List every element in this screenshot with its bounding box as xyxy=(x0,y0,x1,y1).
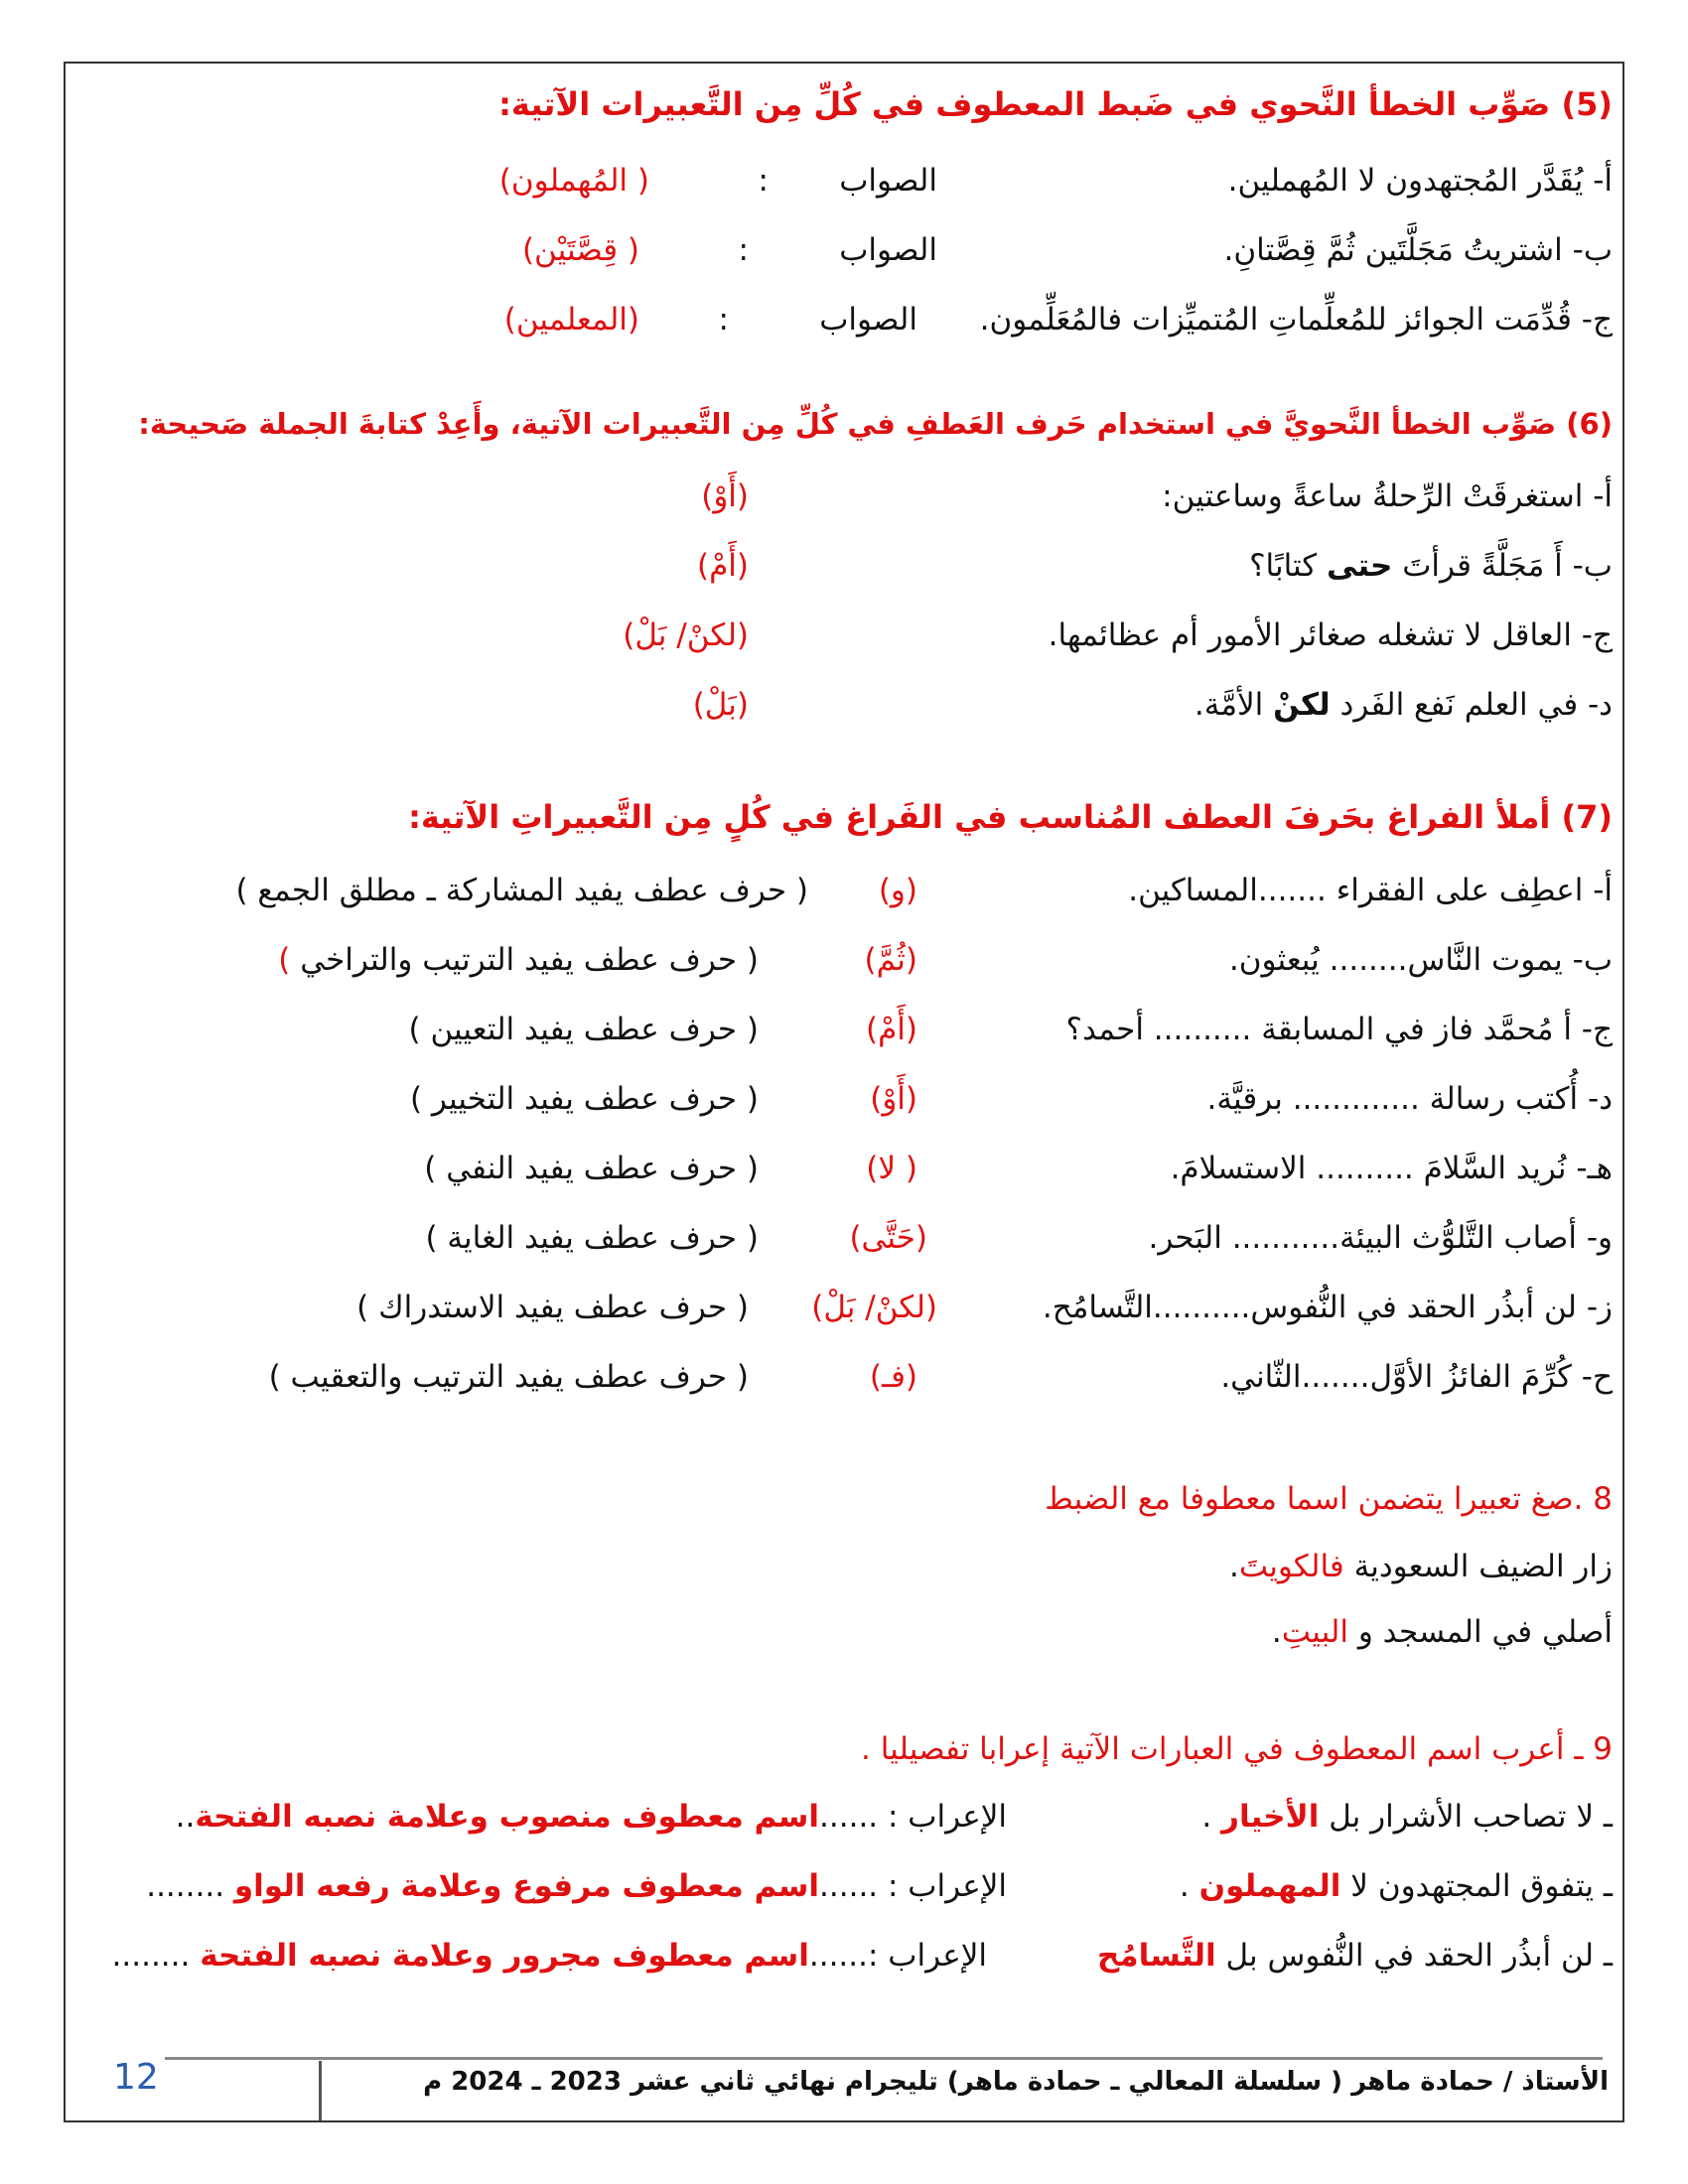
section7-note-d: ( حرف عطف يفيد التخيير ) xyxy=(409,1081,759,1117)
section7-answer-d: (أَوْ) xyxy=(870,1081,917,1117)
section5-colon-c: : xyxy=(718,302,729,338)
section6-sentence-d: د- في العلم نَفع الفَرد لكنْ الأمَّة. xyxy=(1194,687,1613,723)
section6-answer-b: (أَمْ) xyxy=(697,548,749,584)
section7-note-g: ( حرف عطف يفيد الاستدراك ) xyxy=(356,1290,749,1325)
section7-sentence-h: ح- كُرِّمَ الفائزُ الأوَّل.......الثّاني. xyxy=(1220,1359,1613,1395)
section9-line-1: ـ لا تصاحب الأشرار بل الأخيار . xyxy=(1201,1799,1613,1835)
section9-irab-1: الإعراب : ......اسم معطوف منصوب وعلامة نصبه الفتحة.. xyxy=(175,1799,1007,1835)
section7-answer-g: (لكنْ/ بَلْ) xyxy=(811,1290,937,1325)
section6-sentence-b: ب- أَ مَجَلَّةً قرأتَ حتى كتابًا؟ xyxy=(1249,548,1613,584)
section5-sentence-c: ج- قُدِّمَت الجوائز للمُعلِّماتِ المُتميِّزات فالمُعَلِّمون. xyxy=(979,302,1613,338)
footer-separator xyxy=(319,2061,322,2120)
section8-heading: 8 .صغ تعبيرا يتضمن اسما معطوفا مع الضبط xyxy=(1045,1481,1613,1517)
section7-answer-b: (ثُمَّ) xyxy=(864,942,917,978)
section7-sentence-g: ز- لن أبذُر الحقد في النُّفوس..........التَّسامُح. xyxy=(1042,1290,1613,1325)
section7-heading: (7) أملأ الفراغ بحَرفَ العطف المُناسب في الفَراغ في كُلٍ مِن التَّعبيراتِ الآتية: xyxy=(408,798,1613,836)
section5-colon-a: : xyxy=(758,163,769,199)
section9-heading: 9 ـ أعرب اسم المعطوف في العبارات الآتية إعرابا تفصيليا . xyxy=(861,1731,1613,1767)
section7-note-h: ( حرف عطف يفيد الترتيب والتعقيب ) xyxy=(268,1359,749,1395)
section7-sentence-c: ج- أ مُحمَّد فاز في المسابقة .......... أحمد؟ xyxy=(1065,1012,1613,1047)
section7-sentence-b: ب- يموت النَّاس........ يُبعثون. xyxy=(1228,942,1613,978)
page-frame xyxy=(64,62,1624,2122)
section6-answer-c: (لكنْ/ بَلْ) xyxy=(623,617,749,653)
section6-answer-d: (بَلْ) xyxy=(692,687,749,723)
section5-answer-a: ( المُهملون) xyxy=(498,163,649,199)
section7-sentence-a: أ- اعطِف على الفقراء .......المساكين. xyxy=(1128,873,1613,908)
footer-text: الأستاذ / حمادة ماهر ( سلسلة المعالي ـ حمادة ماهر) تليجرام نهائي ثاني عشر 2023 ـ 2024 م xyxy=(423,2067,1609,2097)
section5-label-b: الصواب xyxy=(839,232,937,268)
section5-sentence-a: أ- يُقَدَّر المُجتهدون لا المُهملين. xyxy=(1227,163,1613,199)
section7-answer-e: ( لا) xyxy=(866,1151,917,1186)
section8-line-2: أصلي في المسجد و البيتِ. xyxy=(1271,1614,1613,1650)
section7-note-b: ( حرف عطف يفيد الترتيب والتراخي ) xyxy=(278,942,759,978)
section5-label-c: الصواب xyxy=(819,302,917,338)
section5-label-a: الصواب xyxy=(839,163,937,199)
section6-sentence-a: أ- استغرقَتْ الرِّحلةُ ساعةً وساعتين: xyxy=(1162,478,1613,514)
section7-sentence-d: د- أُكتب رسالة ............. برقيَّة. xyxy=(1206,1081,1613,1117)
section7-note-c: ( حرف عطف يفيد التعيين ) xyxy=(408,1012,759,1047)
section5-answer-c: (المعلمين) xyxy=(503,302,639,338)
section7-answer-h: (فـ) xyxy=(869,1359,917,1395)
footer-divider xyxy=(165,2057,1603,2060)
section7-answer-a: (و) xyxy=(878,873,917,908)
section7-note-a: ( حرف عطف يفيد المشاركة ـ مطلق الجمع ) xyxy=(235,873,808,908)
section8-line-1: زار الضيف السعودية فالكويتَ. xyxy=(1228,1549,1613,1584)
section5-colon-b: : xyxy=(738,232,749,268)
section6-answer-a: (أَوْ) xyxy=(701,478,749,514)
section9-line-2: ـ يتفوق المجتهدون لا المهملون . xyxy=(1179,1868,1613,1904)
section5-sentence-b: ب- اشتريتُ مَجَلَّتَين ثُمَّ قِصَّتانِ. xyxy=(1223,232,1613,268)
section7-note-e: ( حرف عطف يفيد النفي ) xyxy=(424,1151,759,1186)
section6-sentence-c: ج- العاقل لا تشغله صغائر الأمور أم عظائمها. xyxy=(1048,617,1613,653)
section7-note-f: ( حرف عطف يفيد الغاية ) xyxy=(425,1220,759,1256)
section9-irab-2: الإعراب : ......اسم معطوف مرفوع وعلامة رفعه الواو ........ xyxy=(146,1868,1007,1904)
section7-answer-f: (حَتَّى) xyxy=(849,1220,927,1256)
section6-heading: (6) صَوِّب الخطأ النَّحويَّ في استخدام حَرف العَطفِ في كُلِّ مِن التَّعبيرات الآتية، وأَعِدْ كتابةَ الجملة صَحيحة: xyxy=(138,407,1613,441)
section9-irab-3: الإعراب :......اسم معطوف مجرور وعلامة نصبه الفتحة ........ xyxy=(111,1938,987,1974)
section9-line-3: ـ لن أبذُر الحقد في النُّفوس بل التَّسامُح xyxy=(1097,1938,1613,1974)
section5-answer-b: ( قِصَّتَيْن) xyxy=(521,232,639,268)
page-number: 12 xyxy=(113,2057,159,2098)
section7-sentence-f: و- أصاب التَّلوُّث البيئة........... البَحر. xyxy=(1148,1220,1613,1256)
section5-heading: (5) صَوِّب الخطأ النَّحوي في ضَبط المعطوف في كُلِّ مِن التَّعبيرات الآتية: xyxy=(498,85,1613,123)
section7-answer-c: (أَمْ) xyxy=(866,1012,917,1047)
section7-sentence-e: هـ- نُريد السَّلامَ .......... الاستسلامَ. xyxy=(1170,1151,1613,1186)
